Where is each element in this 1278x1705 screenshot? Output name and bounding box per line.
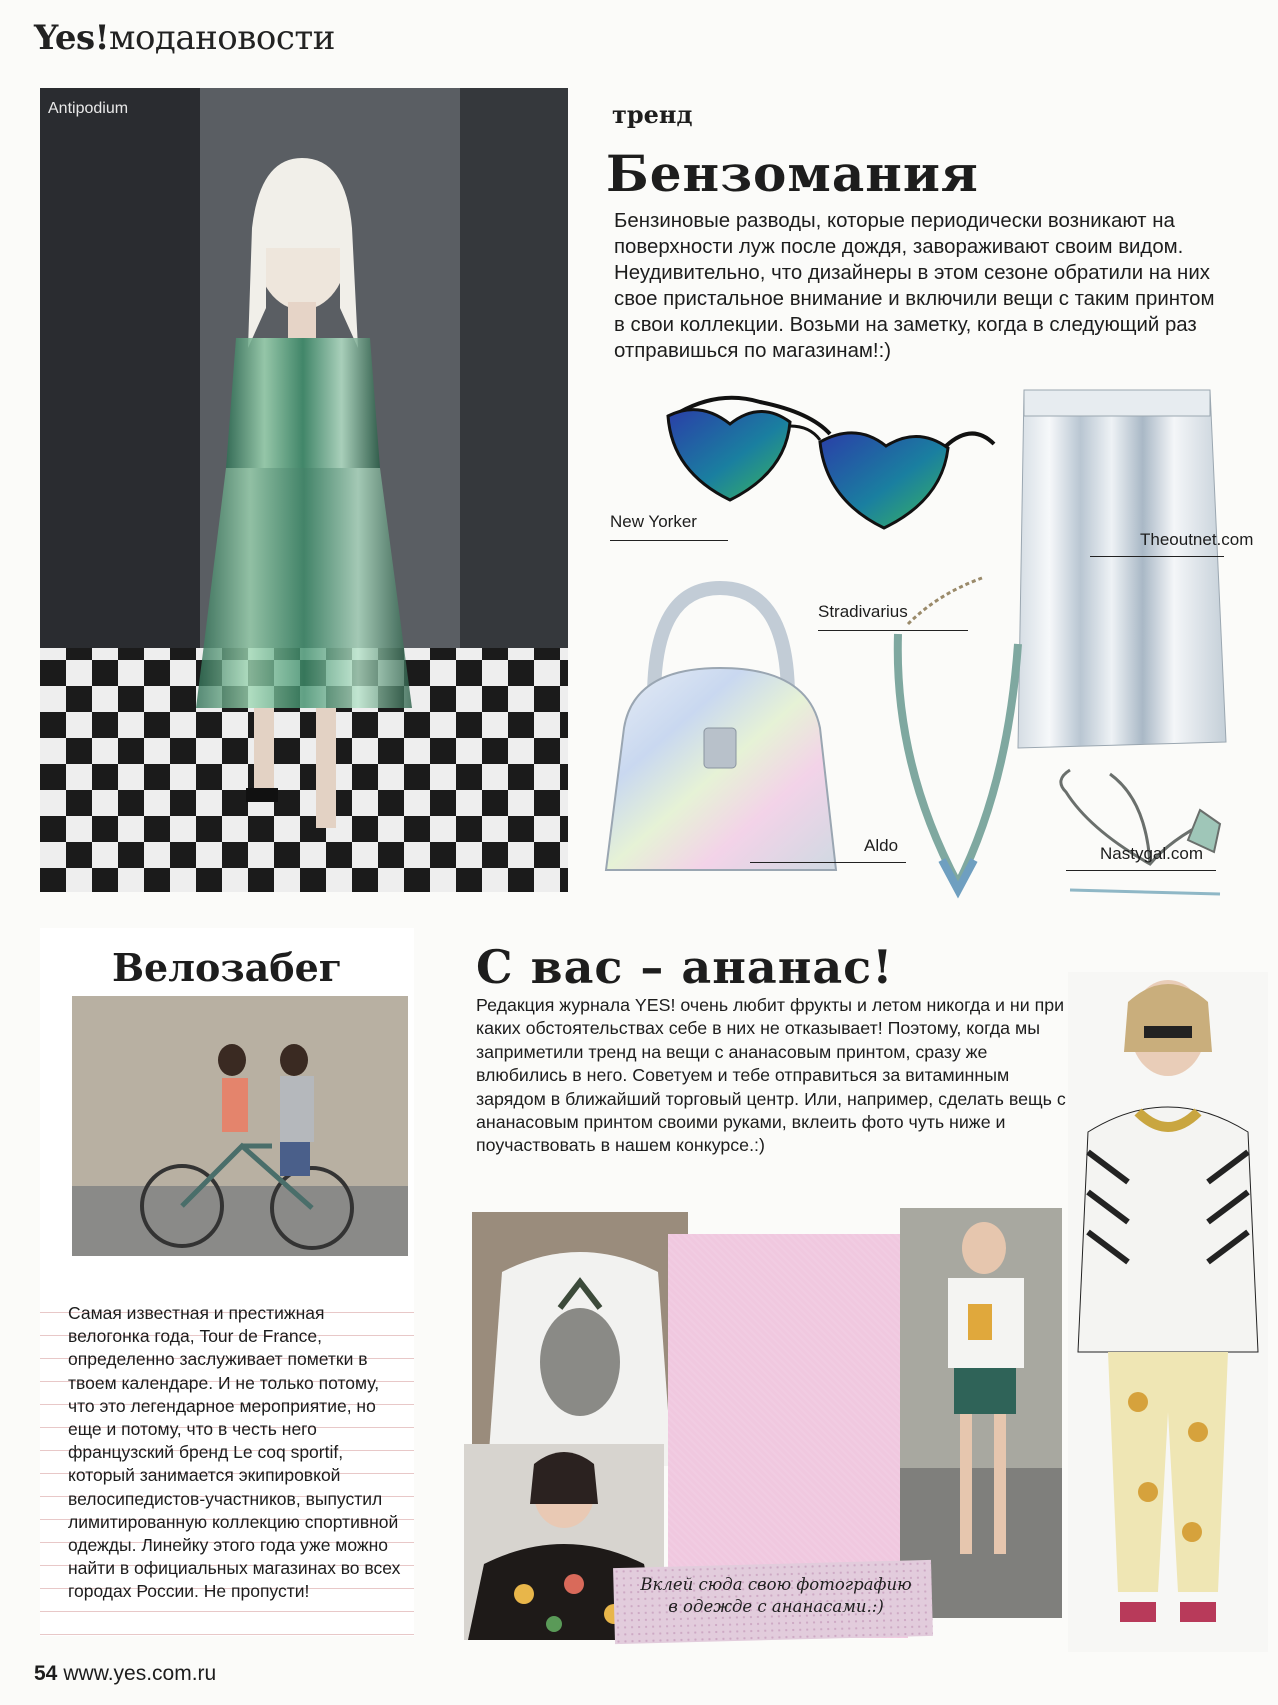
page-number: 54: [34, 1662, 58, 1685]
product-label-necklace: Stradivarius: [818, 602, 908, 621]
bike-title: Велозабег: [111, 945, 343, 990]
label-line: [1090, 556, 1224, 557]
product-label-eyelash-curler: Nastygal.com: [1100, 844, 1203, 863]
product-label-skirt: Theoutnet.com: [1140, 530, 1254, 549]
product-label-bag: Aldo: [864, 836, 899, 855]
label-line: [1066, 870, 1216, 871]
section-name: мода: [109, 18, 196, 58]
pineapple-title: С вас – ананас!: [476, 940, 894, 994]
eyelash-curler-image: [1050, 760, 1230, 900]
bag-image: [594, 578, 848, 880]
pineapple-tshirt-photo: [472, 1212, 688, 1466]
sunglasses-image: [660, 382, 1000, 532]
page-footer: [34, 1662, 216, 1686]
magazine-header: [34, 18, 335, 58]
photo-caption: Вклей сюда свою фотографию в одежде с ананасами.:): [640, 1575, 912, 1616]
bike-body: Самая известная и престижная велогонка года, Tour de France, определенно заслуживает пометки в твоем календаре. И не только потому, что это легендарное мероприятие, но еще и потому, что в честь него французский бренд Le coq sportif, который занимается экипировкой велосипедистов-участников, выпустил лимитированную коллекцию спортивной одежды. Линейку этого года уже можно найти в официальных магазинах во всех городах России. Не пропусти!: [68, 1303, 401, 1602]
brand-name: Yes!: [34, 18, 110, 58]
photo-credit: Antipodium: [48, 100, 129, 117]
bike-photo: [72, 996, 408, 1256]
site-url[interactable]: www.yes.com.ru: [63, 1662, 217, 1685]
trend-body: Бензиновые разводы, которые периодически возникают на поверхности луж после дождя, завораживают своим видом. Неудивительно, что дизайнеры в этом сезоне обратили на них свое пристальное внимание и включили вещи с таким принтом в свои коллекции. Возьми на заметку, когда в следующий раз отправишься по магазинам!:): [614, 210, 1215, 362]
pineapple-body: Редакция журнала YES! очень любит фрукты и летом никогда и ни при каких обстоятельствах себе в них не отказывает! Поэтому, когда мы заприметили тренд на вещи с ананасовым принтом, сразу же влюбились в него. Советуем и тебе отправиться за витаминным зарядом в ближайший торговый центр. Или, например, сделать вещь с ананасовым принтом своими руками, вклеить фото чуть ниже и поучаствовать в нашем конкурсе.:): [476, 995, 1066, 1156]
runway-photo: [40, 88, 568, 892]
label-line: [610, 540, 728, 541]
runway-photo-graphic: [40, 88, 568, 892]
section-kicker: тренд: [612, 100, 693, 129]
pineapple-pants-photo: [1068, 972, 1268, 1652]
label-line: [750, 862, 906, 863]
trend-title: Бензомания: [606, 144, 979, 203]
street-style-photo: [900, 1208, 1062, 1618]
subsection-name: новости: [195, 18, 335, 58]
product-label-sunglasses: New Yorker: [610, 512, 697, 531]
